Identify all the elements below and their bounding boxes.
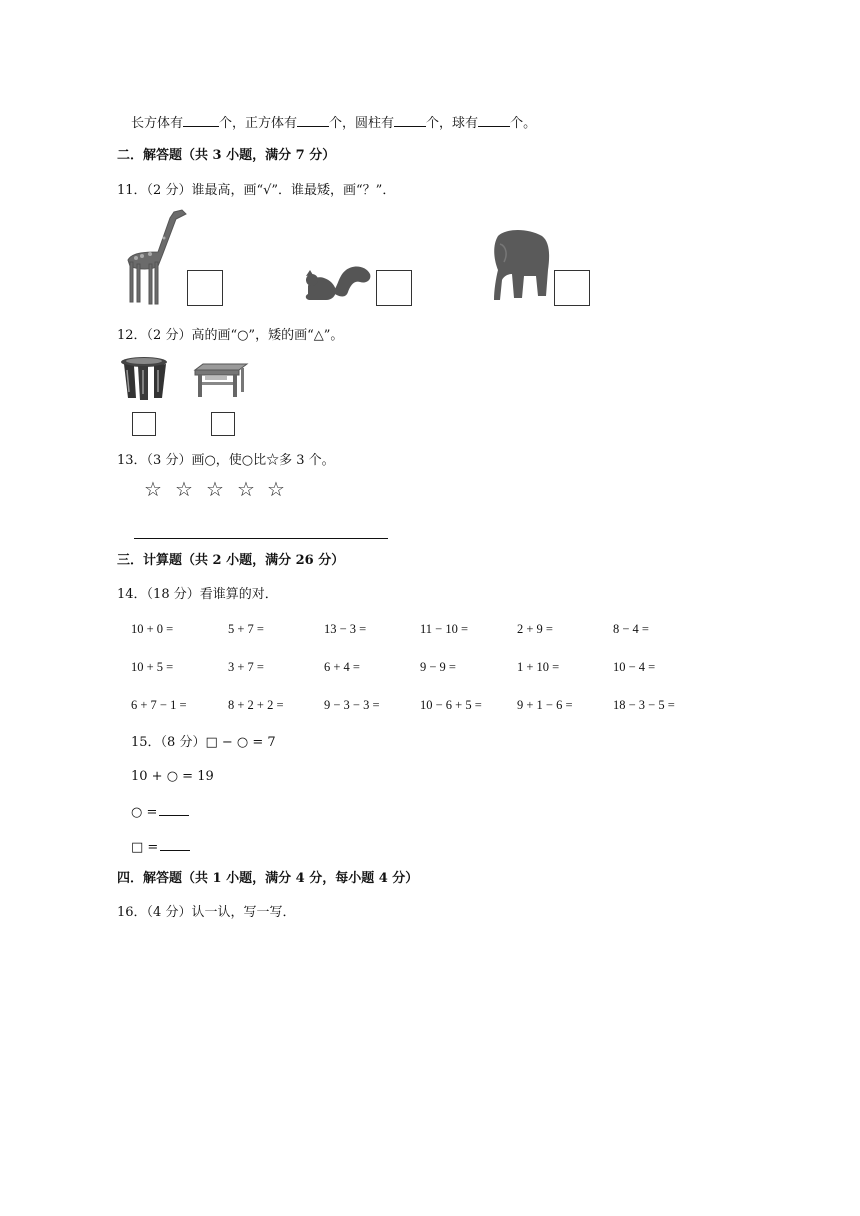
equation: 9 − 3 − 3 = [324, 698, 380, 712]
q15-text: 15．（8 分）□ − ○ = 7 [131, 735, 276, 750]
equation: 1 + 10 = [517, 660, 560, 674]
star-icon: ☆ [175, 477, 193, 501]
squirrel-icon [302, 258, 372, 304]
q12-text: 12．（2 分）高的画“○”，矮的画“△”。 [117, 328, 344, 343]
elephant-icon [486, 228, 550, 306]
cuboid-count-blank[interactable] [183, 113, 219, 127]
giraffe-answer-box[interactable] [187, 270, 223, 306]
q15-circle-answer [131, 802, 189, 822]
tall-stool-icon [118, 356, 170, 402]
q10-text-5: 个。 [510, 116, 537, 131]
equation: 6 + 4 = [324, 660, 360, 674]
q13-text: 13．（3 分）画○，使○比☆多 3 个。 [117, 453, 335, 468]
star-icon: ☆ [206, 477, 224, 501]
giraffe-icon [122, 208, 192, 308]
equation: 18 − 3 − 5 = [613, 698, 675, 712]
equation: 10 − 6 + 5 = [420, 698, 482, 712]
equation: 9 + 1 − 6 = [517, 698, 573, 712]
equation: 8 − 4 = [613, 622, 649, 636]
q16-text: 16．（4 分）认一认，写一写． [117, 905, 296, 920]
equation: 10 + 5 = [131, 660, 174, 674]
equation: 10 + 0 = [131, 622, 174, 636]
section-4-title: 四．解答题（共 1 小题，满分 4 分，每小题 4 分） [117, 871, 419, 886]
star-icon: ☆ [144, 477, 162, 501]
q15-line-3-label: ○ = [131, 805, 158, 820]
cube-count-blank[interactable] [297, 113, 329, 127]
circle-value-blank[interactable] [159, 802, 189, 816]
short-stool-icon [193, 362, 249, 400]
q15-square-answer [131, 837, 190, 857]
squirrel-answer-box[interactable] [376, 270, 412, 306]
section-2-title: 二．解答题（共 3 小题，满分 7 分） [117, 148, 336, 163]
q15-line-4-label: □ = [131, 840, 159, 855]
q15-line-2: 10 + ○ = 19 [131, 769, 214, 784]
equation: 13 − 3 = [324, 622, 367, 636]
equation: 8 + 2 + 2 = [228, 698, 284, 712]
star-icon: ☆ [237, 477, 255, 501]
equation: 3 + 7 = [228, 660, 264, 674]
tall-stool-answer-box[interactable] [132, 412, 156, 436]
square-value-blank[interactable] [160, 837, 190, 851]
circle-answer-line[interactable] [134, 538, 388, 539]
q10-text-4: 个，球有 [426, 116, 479, 131]
equation: 6 + 7 − 1 = [131, 698, 187, 712]
q11-text: 11．（2 分）谁最高，画“√”．谁最矮，画“？”． [117, 183, 396, 198]
q10-text-3: 个，圆柱有 [329, 116, 395, 131]
q10-text-2: 个，正方体有 [219, 116, 298, 131]
short-stool-answer-box[interactable] [211, 412, 235, 436]
cylinder-count-blank[interactable] [394, 113, 426, 127]
equation: 2 + 9 = [517, 622, 553, 636]
q10-text-1: 长方体有 [131, 116, 184, 131]
section-3-title: 三．计算题（共 2 小题，满分 26 分） [117, 553, 345, 568]
sphere-count-blank[interactable] [478, 113, 510, 127]
equation: 11 − 10 = [420, 622, 469, 636]
equation: 10 − 4 = [613, 660, 656, 674]
elephant-answer-box[interactable] [554, 270, 590, 306]
equation: 9 − 9 = [420, 660, 456, 674]
q10-tail-line [131, 113, 536, 133]
equation: 5 + 7 = [228, 622, 264, 636]
star-icon: ☆ [267, 477, 285, 501]
q14-text: 14．（18 分）看谁算的对． [117, 587, 278, 602]
